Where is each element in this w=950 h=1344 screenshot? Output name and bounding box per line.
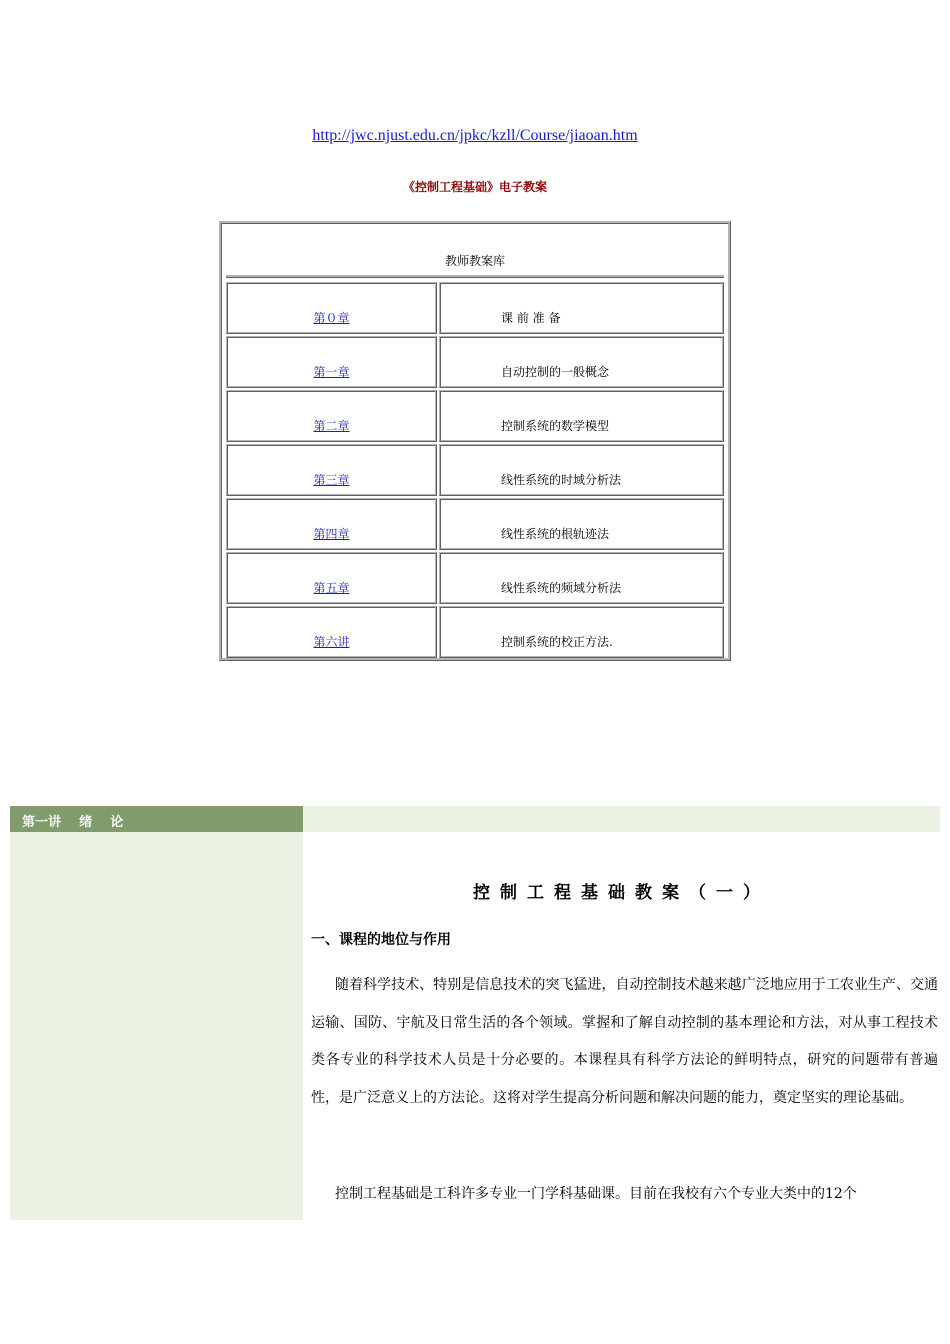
table-header-label: 教师教案库 (444, 254, 505, 268)
lecture-section-label: 第一讲 绪 论 (22, 815, 124, 830)
table-row (226, 606, 724, 660)
topic-cell (439, 552, 724, 604)
chapter-link-1[interactable]: 第一章 (313, 365, 350, 379)
chapter-link-0[interactable]: 第０章 (313, 311, 350, 325)
table-row (226, 282, 724, 336)
topic-label: 线性系统的时域分析法 (501, 473, 622, 487)
chapter-cell (226, 606, 437, 658)
topic-label: 控制系统的数学模型 (501, 419, 610, 433)
topic-label: 控制系统的校正方法. (501, 635, 613, 649)
chapter-table (219, 221, 731, 661)
body-paragraph: 控制工程基础是工科许多专业一门学科基础课。目前在我校有六个专业大类中的12个 (335, 1186, 857, 1202)
lesson-title: 控制工程基础教案（一） (473, 883, 770, 903)
chapter-cell (226, 444, 437, 496)
chapter-cell (226, 498, 437, 550)
topic-cell (439, 498, 724, 550)
chapter-cell (226, 390, 437, 442)
topic-cell (439, 336, 724, 388)
topic-cell (439, 390, 724, 442)
topic-label: 自动控制的一般概念 (501, 365, 610, 379)
chapter-cell (226, 282, 437, 334)
document-title: 《控制工程基础》电子教案 (402, 180, 547, 194)
chapter-link-2[interactable]: 第二章 (313, 419, 350, 433)
topic-label: 课 前 准 备 (501, 311, 561, 325)
section-header-bar (303, 806, 940, 832)
topic-label: 线性系统的频域分析法 (501, 581, 622, 595)
sidebar-panel (10, 832, 303, 1220)
chapter-link-5[interactable]: 第五章 (313, 581, 350, 595)
topic-label: 线性系统的根轨迹法 (501, 527, 610, 541)
table-row (226, 390, 724, 444)
chapter-cell (226, 336, 437, 388)
topic-cell (439, 444, 724, 496)
table-row (226, 552, 724, 606)
section-heading: 一、课程的地位与作用 (311, 932, 451, 948)
table-row (226, 444, 724, 498)
table-row (226, 498, 724, 552)
chapter-link-3[interactable]: 第三章 (313, 473, 350, 487)
lecture-section-tab[interactable] (10, 806, 303, 832)
body-paragraph: 随着科学技术、特别是信息技术的突飞猛进，自动控制技术越来越广泛地应用于工农业生产、交通运输、国防、宇航及日常生活的各个领域。掌握和了解自动控制的基本理论和方法，对从事工程技术类各专业的科学技术人员是十分必要的。本课程具有科学方法论的鲜明特点，研究的问题带有普遍性，是广泛意义上的方法论。这将对学生提高分析问题和解决问题的能力，奠定坚实的理论基础。 (311, 977, 938, 1106)
course-url-link[interactable]: http://jwc.njust.edu.cn/jpkc/kzll/Course/jiaoan.htm (312, 127, 638, 144)
chapter-link-6[interactable]: 第六讲 (313, 635, 350, 649)
chapter-cell (226, 552, 437, 604)
chapter-link-4[interactable]: 第四章 (313, 527, 350, 541)
table-row (226, 336, 724, 390)
topic-cell (439, 606, 724, 658)
topic-cell (439, 282, 724, 334)
table-header (226, 228, 724, 278)
